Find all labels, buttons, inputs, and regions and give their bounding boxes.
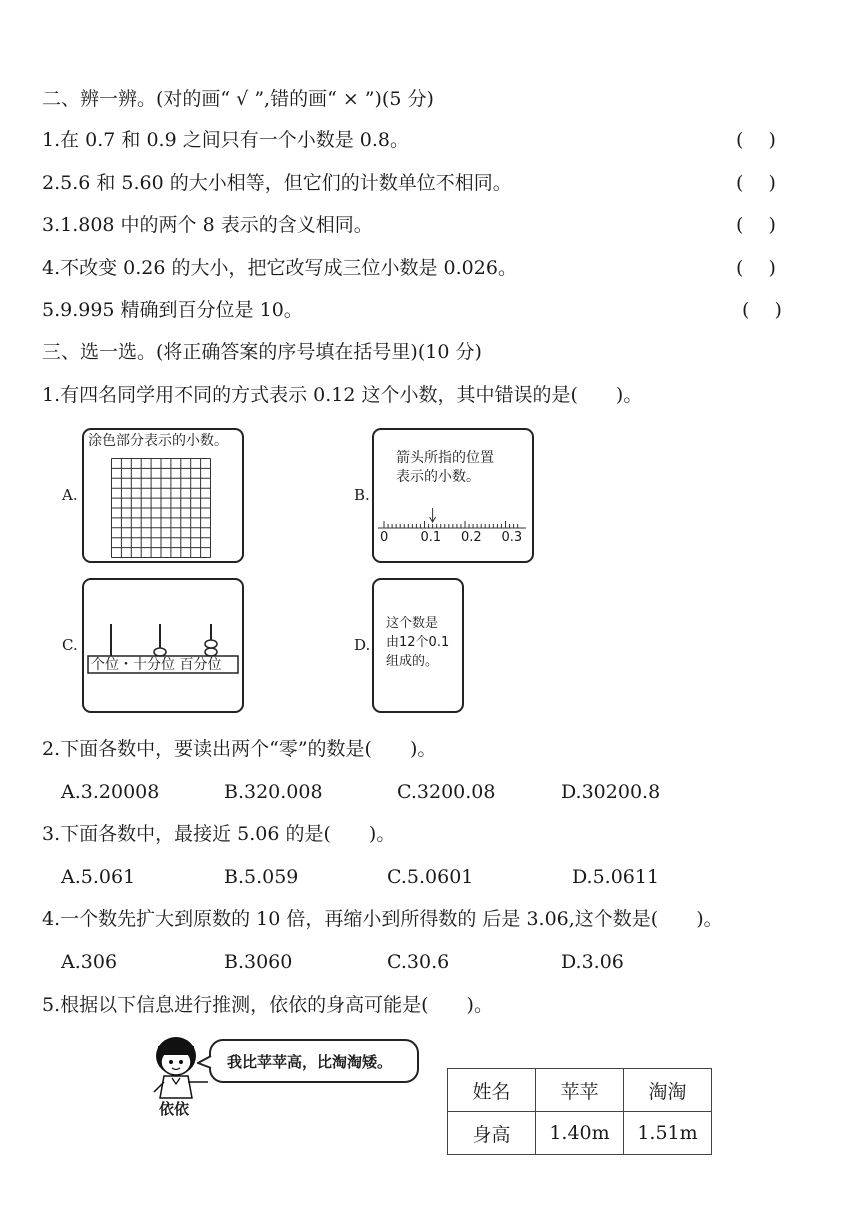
- q4-option-b[interactable]: B.3060: [224, 951, 293, 973]
- table-cell: 1.40m: [536, 1112, 624, 1155]
- question-2: 2.下面各数中，要读出两个“零”的数是( )。: [42, 738, 437, 760]
- abacus-bead: [205, 648, 217, 656]
- option-b-caption-1: 箭头所指的位置: [396, 450, 494, 466]
- q2-option-c[interactable]: C.3200.08: [397, 781, 496, 803]
- tick-label: 0.2: [461, 530, 482, 545]
- option-d-line-3: 组成的。: [386, 654, 439, 669]
- table-row: [448, 1069, 712, 1112]
- table-header-cell: 姓名: [448, 1069, 536, 1112]
- option-a-card: [82, 428, 244, 563]
- section2-item-3: 3.1.808 中的两个 8 表示的含义相同。: [42, 214, 373, 236]
- section2-item-2: 2.5.6 和 5.60 的大小相等，但它们的计数单位不相同。: [42, 172, 512, 194]
- answer-paren-4[interactable]: ( ): [736, 257, 776, 279]
- section3-title: 三、选一选。(将正确答案的序号填在括号里)(10 分): [42, 341, 482, 363]
- section2-item-4: 4.不改变 0.26 的大小，把它改写成三位小数是 0.026。: [42, 257, 517, 279]
- question-3: 3.下面各数中，最接近 5.06 的是( )。: [42, 823, 396, 845]
- q4-option-a[interactable]: A.306: [61, 951, 118, 973]
- table-header-cell: 苹苹: [536, 1069, 624, 1112]
- section2-item-1: 1.在 0.7 和 0.9 之间只有一个小数是 0.8。: [42, 129, 409, 151]
- q4-option-d[interactable]: D.3.06: [561, 951, 624, 973]
- table-cell: 身高: [448, 1112, 536, 1155]
- table-cell: 1.51m: [624, 1112, 712, 1155]
- answer-paren-2[interactable]: ( ): [736, 172, 776, 194]
- option-a-label: A.: [62, 486, 78, 504]
- abacus-bead: [154, 648, 166, 656]
- tick-label: 0.3: [501, 530, 523, 545]
- table-row: [448, 1112, 712, 1155]
- option-d-label: D.: [354, 636, 371, 654]
- abacus: [84, 580, 242, 711]
- speech-tail-icon: [197, 1054, 213, 1070]
- answer-paren-1[interactable]: ( ): [736, 129, 776, 151]
- q4-option-c[interactable]: C.30.6: [387, 951, 450, 973]
- section2-item-5: 5.9.995 精确到百分位是 10。: [42, 299, 303, 321]
- speech-text: 我比苹苹高，比淘淘矮。: [227, 1053, 393, 1071]
- height-table: [447, 1068, 712, 1155]
- abacus-place-labels: 个位・十分位 百分位: [91, 657, 222, 673]
- hundred-grid: [111, 458, 211, 558]
- option-c-label: C.: [62, 636, 78, 654]
- table-header-cell: 淘淘: [624, 1069, 712, 1112]
- tick-label: 0: [380, 530, 389, 545]
- q2-option-a[interactable]: A.3.20008: [61, 781, 160, 803]
- option-c-card: [82, 578, 244, 713]
- option-d-line-2: 由12个0.1: [386, 635, 450, 650]
- q2-option-b[interactable]: B.320.008: [224, 781, 323, 803]
- q3-option-b[interactable]: B.5.059: [224, 866, 299, 888]
- option-d-line-1: 这个数是: [386, 616, 439, 631]
- q3-option-c[interactable]: C.5.0601: [387, 866, 474, 888]
- question-4: 4.一个数先扩大到原数的 10 倍，再缩小到所得数的 后是 3.06,这个数是( )。: [42, 908, 723, 930]
- speech-bubble: [209, 1039, 419, 1083]
- question-1: 1.有四名同学用不同的方式表示 0.12 这个小数，其中错误的是( )。: [42, 384, 643, 406]
- q3-option-d[interactable]: D.5.0611: [572, 866, 660, 888]
- option-b-card: [372, 428, 534, 563]
- answer-paren-3[interactable]: ( ): [736, 214, 776, 236]
- question-5: 5.根据以下信息进行推测，依依的身高可能是( )。: [42, 994, 493, 1016]
- tick-label: 0.1: [420, 530, 442, 545]
- answer-paren-5[interactable]: ( ): [742, 299, 782, 321]
- option-a-caption: 涂色部分表示的小数。: [88, 433, 228, 449]
- abacus-bead: [205, 640, 217, 648]
- option-b-label: B.: [354, 486, 370, 504]
- number-line: [374, 500, 532, 555]
- q3-option-a[interactable]: A.5.061: [61, 866, 136, 888]
- option-d-card: [372, 578, 464, 713]
- q2-option-d[interactable]: D.30200.8: [561, 781, 661, 803]
- option-b-caption-2: 表示的小数。: [396, 469, 480, 485]
- girl-name: 依依: [159, 1100, 190, 1118]
- section2-title: 二、辨一辨。(对的画“ √ ”,错的画“ × ”)(5 分): [42, 88, 434, 110]
